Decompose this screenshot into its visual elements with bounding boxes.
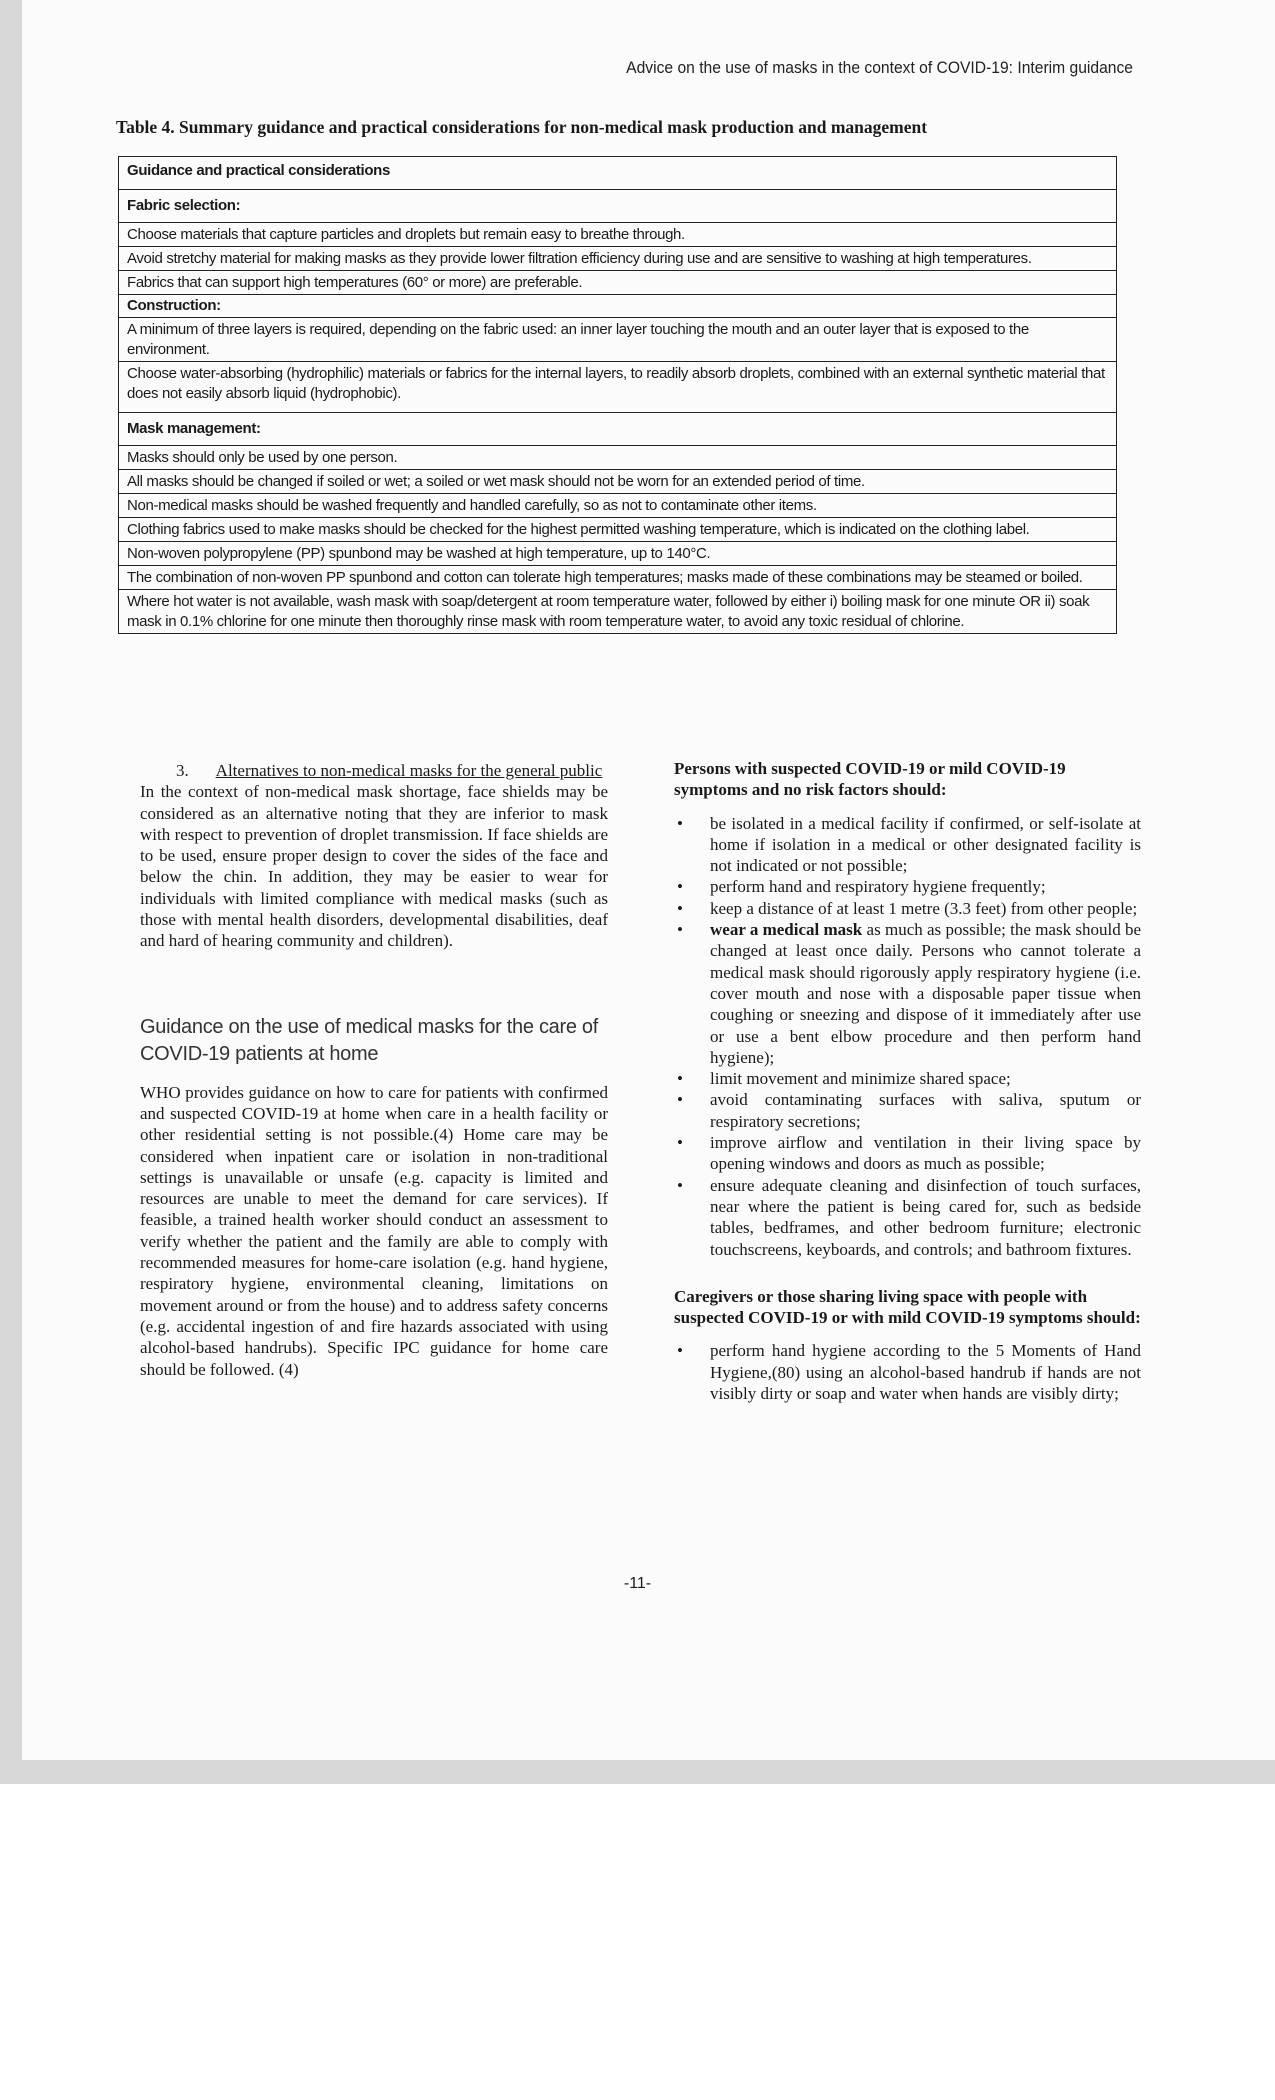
table-row-section: Fabric selection: xyxy=(119,190,1116,223)
mask-emphasis: wear a medical mask xyxy=(710,920,863,940)
table-title: Table 4. Summary guidance and practical considerations for non-medical mask production and management xyxy=(116,117,928,137)
list-item: • perform hand and respiratory hygiene frequently; xyxy=(677,877,1046,897)
table-row: Fabrics that can support high temperatures (60° or more) are preferable. xyxy=(119,271,1116,295)
home-care-paragraph: WHO provides guidance on how to care for patients with confirmed and suspected COVID-19 at home when care in a health facility or other residential setting is not possible.(4) Home care may be considered when inpatient care or isolation in non-traditional settings is unavailable or unsafe (e.g. capacity is limited and resources are unable to meet the demand for care services). If feasible, a trained health worker should conduct an assessment to verify whether the patient and the family are able to comply with recommended measures for home-care isolation (e.g. hand hygiene, respiratory hygiene, environmental cleaning, limitations on movement around or from the house) and to address safety concerns (e.g. accidental ingestion of and fire hazards associated with using alcohol-based handrubs). Specific IPC guidance for home care should be followed. (4) xyxy=(140,1082,608,1379)
table-row: All masks should be changed if soiled or wet; a soiled or wet mask should not be worn for an extended period of time. xyxy=(119,470,1116,494)
caregivers-heading: Caregivers or those sharing living space with people with suspected COVID-19 or with mild COVID-19 symptoms should: xyxy=(674,1286,1141,1328)
bullet-icon: • xyxy=(677,920,683,940)
table-header: Guidance and practical considerations xyxy=(119,157,1116,190)
table-row: Masks should only be used by one person. xyxy=(119,446,1116,470)
bullet-icon: • xyxy=(677,877,683,897)
table-row: Choose materials that capture particles and droplets but remain easy to breathe through. xyxy=(119,223,1116,247)
table-row: Non-woven polypropylene (PP) spunbond may be washed at high temperature, up to 140°C. xyxy=(119,542,1116,566)
section-heading xyxy=(176,760,608,781)
bullet-icon: • xyxy=(677,1341,683,1361)
list-item: • wear a medical mask as much as possible; the mask should be changed at least once daily. Persons who cannot tolerate a medical mask should rigorously apply respiratory hygiene (i.e. cover mouth and nose with a disposable paper tissue when coughing or sneezing and dispose of it immediately after use or use a bent elbow procedure and then perform hand hygiene); xyxy=(677,920,1142,1067)
list-item: • be isolated in a medical facility if confirmed, or self-isolate at home if isolation in a medical or other designated facility is not indicated or not possible; xyxy=(677,813,1141,876)
bullet-icon: • xyxy=(677,1133,683,1153)
table-row: Where hot water is not available, wash mask with soap/detergent at room temperature water, followed by either i) boiling mask for one minute OR ii) soak mask in 0.1% chlorine for one minute then thoroughly rinse mask with room temperature water, to avoid any toxic residual of chlorine. xyxy=(119,590,1116,634)
list-item: • keep a distance of at least 1 metre (3.3 feet) from other people; xyxy=(677,898,1138,918)
bullet-icon: • xyxy=(677,813,683,833)
section-number: 3. xyxy=(176,761,189,780)
table-row: Non-medical masks should be washed frequently and handled carefully, so as not to contaminate other items. xyxy=(119,494,1116,518)
running-header: Advice on the use of masks in the context of COVID-19: Interim guidance xyxy=(626,58,1133,77)
table-row: The combination of non-woven PP spunbond and cotton can tolerate high temperatures; masks made of these combinations may be steamed or boiled. xyxy=(119,566,1116,590)
guidance-table xyxy=(118,156,1117,634)
home-care-heading: Guidance on the use of medical masks for the care of COVID-19 patients at home xyxy=(140,1015,598,1065)
table-row-section: Mask management: xyxy=(119,413,1116,446)
bullet-icon: • xyxy=(677,1069,683,1089)
bullet-icon: • xyxy=(677,898,683,918)
bullet-icon: • xyxy=(677,1175,683,1195)
table-row: Clothing fabrics used to make masks should be checked for the highest permitted washing temperature, which is indicated on the clothing label. xyxy=(119,518,1116,542)
list-item: • perform hand hygiene according to the 5 Moments of Hand Hygiene,(80) using an alcohol-based handrub if hands are not visibly dirty or soap and water when hands are visibly dirty; xyxy=(677,1341,1141,1404)
left-column xyxy=(140,760,608,1380)
table-row: Avoid stretchy material for making masks as they provide lower filtration efficiency during use and are sensitive to washing at high temperatures. xyxy=(119,247,1116,271)
page-number: -11- xyxy=(623,1575,652,1592)
list-item: • limit movement and minimize shared space; xyxy=(677,1069,1011,1089)
face-shield-paragraph: In the context of non-medical mask shortage, face shields may be considered as an alternative noting that they are inferior to mask with respect to prevention of droplet transmission. If face shields are to be used, ensure proper design to cover the sides of the face and below the chin. In addition, they may be easier to wear for individuals with limited compliance with medical masks (such as those with mental health disorders, developmental disabilities, deaf and hard of hearing community and children). xyxy=(140,782,608,951)
right-column xyxy=(674,758,1141,1404)
list-item: • avoid contaminating surfaces with saliva, sputum or respiratory secretions; xyxy=(677,1090,1141,1131)
caregivers-bullet-list xyxy=(674,1340,1141,1404)
section-title: Alternatives to non-medical masks for the general public xyxy=(215,761,603,780)
persons-bullet-list xyxy=(674,813,1141,1260)
bullet-icon: • xyxy=(677,1090,683,1110)
table-row: Choose water-absorbing (hydrophilic) materials or fabrics for the internal layers, to readily absorb droplets, combined with an external synthetic material that does not easily absorb liquid (hydrophobic). xyxy=(119,362,1116,413)
table-row-section: Construction: xyxy=(119,295,1116,318)
list-item: • ensure adequate cleaning and disinfection of touch surfaces, near where the patient is being cared for, such as bedside tables, bedframes, and other bedroom furniture; electronic touchscreens, keyboards, and controls; and bathroom fixtures. xyxy=(677,1175,1141,1259)
list-item: • improve airflow and ventilation in their living space by opening windows and doors as much as possible; xyxy=(677,1133,1141,1174)
persons-heading: Persons with suspected COVID-19 or mild COVID-19 symptoms and no risk factors should: xyxy=(674,759,1066,800)
table-row: A minimum of three layers is required, depending on the fabric used: an inner layer touching the mouth and an outer layer that is exposed to the environment. xyxy=(119,318,1116,362)
